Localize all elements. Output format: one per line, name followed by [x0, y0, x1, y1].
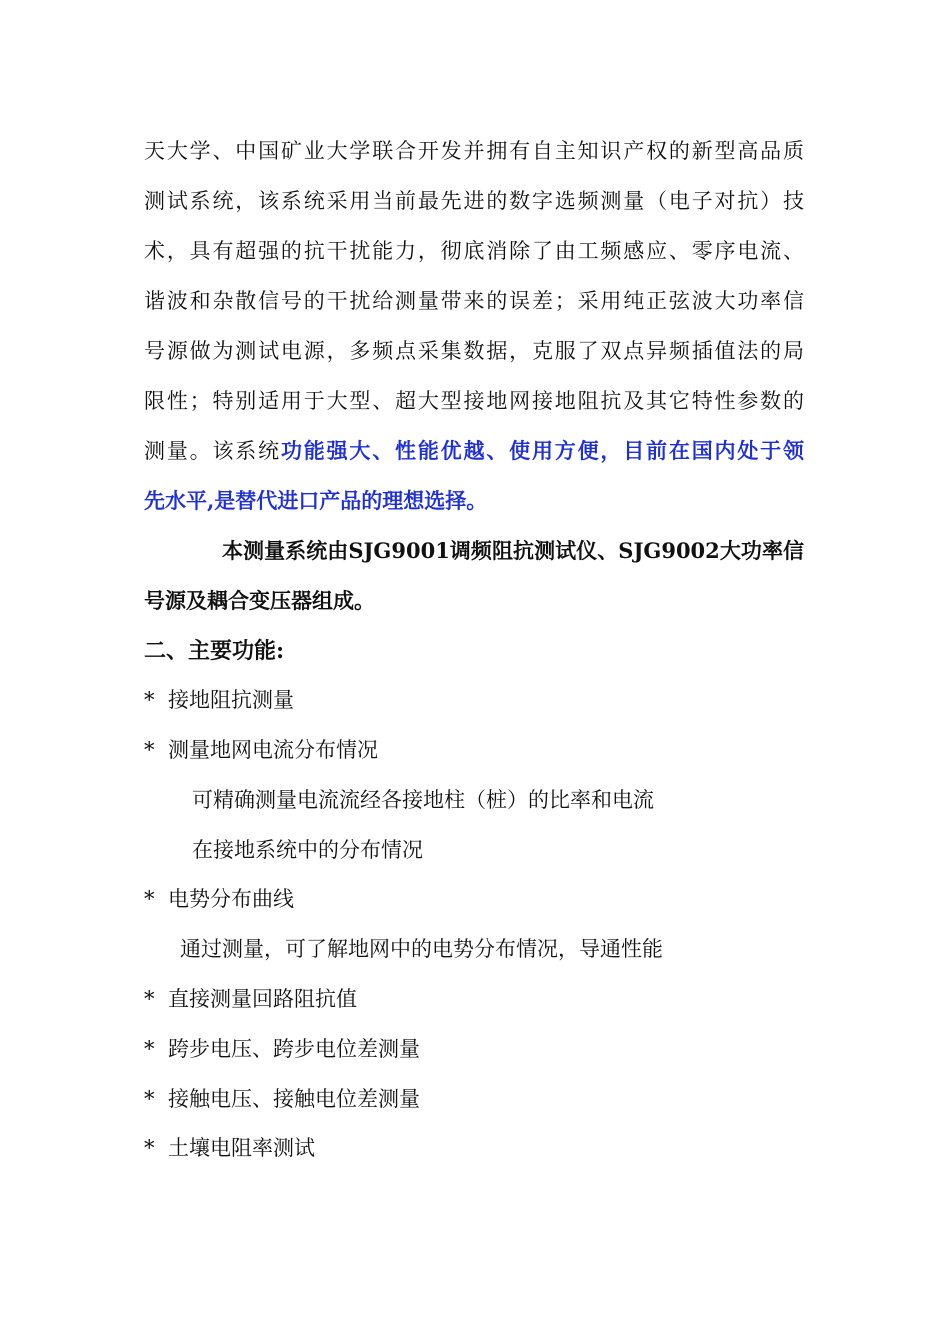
function-label: 直接测量回路阻抗值 — [168, 987, 357, 1011]
function-label: 土壤电阻率测试 — [168, 1136, 315, 1160]
bullet-icon: * — [144, 987, 155, 1011]
function-item-3 — [144, 884, 294, 914]
composition-line-2: 号源及耦合变压器组成。 — [144, 588, 375, 613]
function-item-3-desc: 通过测量，可了解地网中的电势分布情况，导通性能 — [180, 937, 663, 961]
function-label: 电势分布曲线 — [168, 887, 294, 911]
function-label: 测量地网电流分布情况 — [168, 738, 378, 762]
emphasis-text: 功能强大、性能优越、使用方便，目前在国内处于领 — [280, 438, 805, 463]
section-heading: 二、主要功能: — [144, 638, 285, 664]
function-item-7 — [144, 1133, 315, 1163]
function-item-5 — [144, 1034, 420, 1064]
bullet-icon: * — [144, 688, 155, 712]
bullet-icon: * — [144, 1087, 155, 1111]
intro-line-1: 天大学、中国矿业大学联合开发并拥有自主知识产权的新型高品质 — [144, 139, 804, 163]
bullet-icon: * — [144, 1037, 155, 1061]
intro-line-6: 限性；特别适用于大型、超大型接地网接地阻抗及其它特性参数的 — [144, 389, 804, 413]
function-label: 跨步电压、跨步电位差测量 — [168, 1037, 420, 1061]
intro-line-7-plain: 测量。该系统 — [144, 439, 281, 463]
intro-line-3: 术，具有超强的抗干扰能力，彻底消除了由工频感应、零序电流、 — [144, 239, 804, 263]
function-item-4 — [144, 984, 357, 1014]
bullet-icon: * — [144, 738, 155, 762]
function-item-2-desc-1: 可精确测量电流流经各接地柱（桩）的比率和电流 — [192, 788, 654, 812]
intro-line-8-emphasis: 先水平,是替代进口产品的理想选择。 — [144, 488, 488, 513]
intro-line-7 — [144, 436, 804, 466]
composition-line-1: 本测量系统由SJG9001调频阻抗测试仪、SJG9002大功率信 — [222, 538, 804, 563]
function-item-2 — [144, 735, 378, 765]
function-item-6 — [144, 1084, 420, 1114]
bullet-icon: * — [144, 887, 155, 911]
function-item-2-desc-2: 在接地系统中的分布情况 — [192, 838, 423, 862]
function-label: 接地阻抗测量 — [168, 688, 294, 712]
intro-line-4: 谐波和杂散信号的干扰给测量带来的误差；采用纯正弦波大功率信 — [144, 289, 804, 313]
bullet-icon: * — [144, 1136, 155, 1160]
function-item-1 — [144, 685, 294, 715]
intro-line-5: 号源做为测试电源，多频点采集数据，克服了双点异频插值法的局 — [144, 339, 804, 363]
function-label: 接触电压、接触电位差测量 — [168, 1087, 420, 1111]
intro-line-2: 测试系统，该系统采用当前最先进的数字选频测量（电子对抗）技 — [144, 189, 804, 213]
